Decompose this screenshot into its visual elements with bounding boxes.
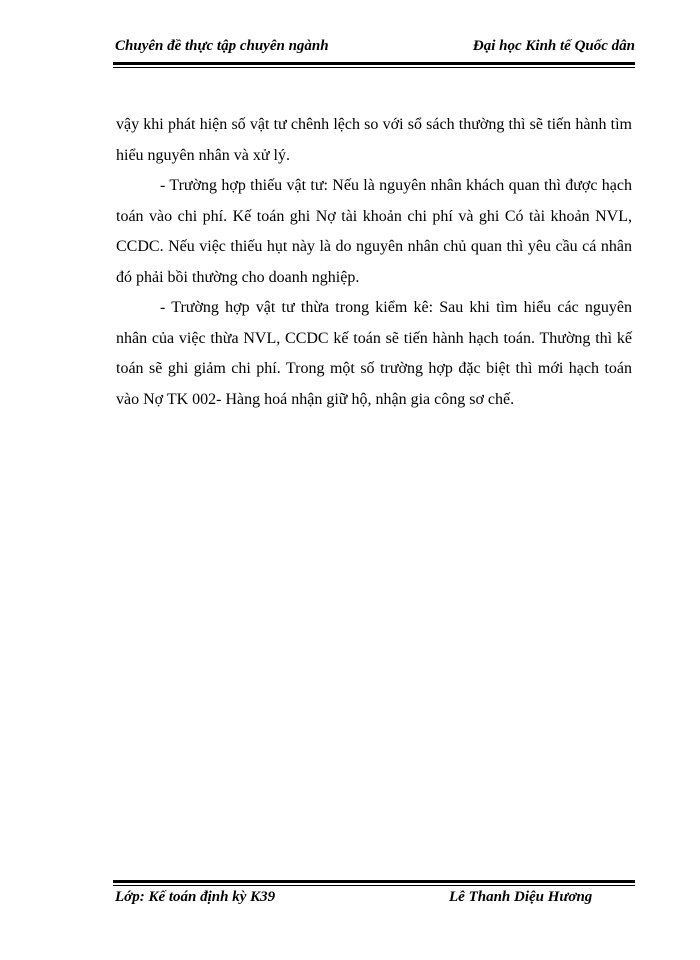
footer-divider-thin [113, 885, 635, 886]
header-document-title: Chuyên đề thực tập chuyên ngành [115, 38, 329, 54]
footer-divider [113, 880, 635, 886]
footer-author-name: Lê Thanh Diệu Hương [449, 889, 593, 905]
footer-class-name: Lớp: Kế toán định kỳ K39 [115, 889, 276, 905]
footer-divider-thick [113, 880, 635, 883]
page-body [116, 110, 632, 415]
body-paragraph-1: vậy khi phát hiện số vật tư chênh lệch so với sổ sách thường thì sẽ tiến hành tìm hiểu nguyên nhân và xử lý. [116, 116, 632, 164]
header-divider-thick [113, 62, 635, 65]
header-divider [113, 62, 635, 68]
body-paragraph-2: - Trường hợp thiếu vật tư: Nếu là nguyên nhân khách quan thì được hạch toán vào chi phí. Kế toán ghi Nợ tài khoản chi phí và ghi Có tài khoản NVL, CCDC. Nếu việc thiếu hụt này là do nguyên nhân chủ quan thì yêu cầu cá nhân đó phải bồi thường cho doanh nghiệp. [116, 177, 632, 286]
header-divider-thin [113, 67, 635, 68]
body-paragraph-3: - Trường hợp vật tư thừa trong kiểm kê: Sau khi tìm hiểu các nguyên nhân của việc thừa NVL, CCDC kế toán sẽ tiến hành hạch toán. Thường thì kế toán sẽ ghi giảm chi phí. Trong một số trường hợp đặc biệt thì mới hạch toán vào Nợ TK 002- Hàng hoá nhận giữ hộ, nhận gia công sơ chế. [116, 299, 632, 408]
header-university-name: Đại học Kinh tế Quốc dân [472, 38, 635, 54]
